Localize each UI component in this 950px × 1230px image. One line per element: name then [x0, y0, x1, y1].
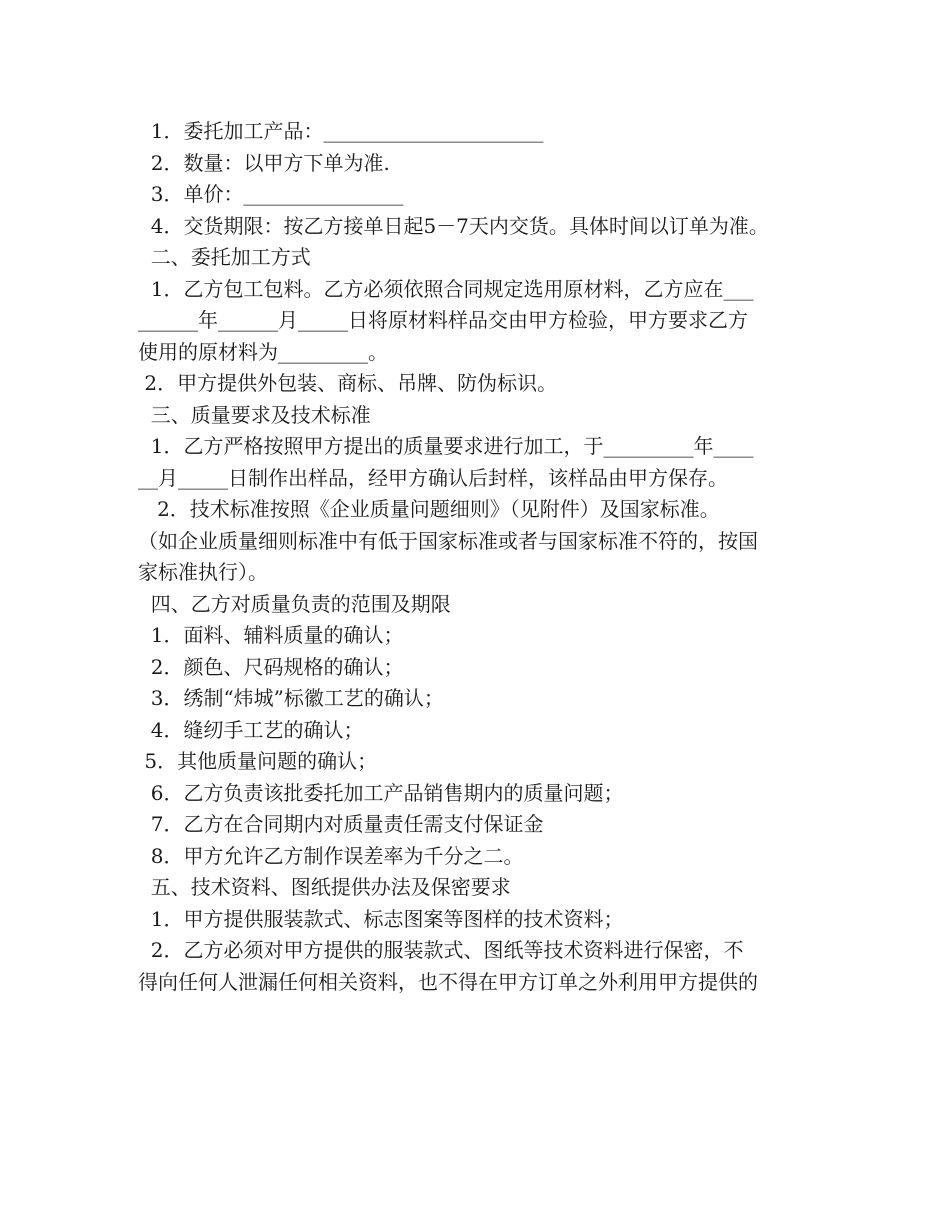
text-line: 7．乙方在合同期内对质量责任需支付保证金 — [138, 812, 544, 836]
text-line-unit-price: 3．单价：________________ — [138, 182, 404, 206]
text-line: ______年______月_____日将原材料样品交由甲方检验，甲方要求乙方 — [138, 308, 748, 332]
text-line: 3．绣制“炜城”标徽工艺的确认； — [138, 686, 444, 710]
text-line: __月_____日制作出样品，经甲方确认后封样，该样品由甲方保存。 — [138, 465, 728, 490]
text-line: 2．乙方必须对甲方提供的服装款式、图纸等技术资料进行保密，不 — [138, 938, 744, 962]
text-line: 6．乙方负责该批委托加工产品销售期内的质量问题； — [138, 780, 624, 805]
text-line: 使用的原材料为_________。 — [138, 339, 388, 364]
section-heading-responsibility: 四、乙方对质量负责的范围及期限 — [138, 591, 451, 616]
text-line: 家标准执行）。 — [138, 560, 268, 584]
text-line: 1．乙方包工包料。乙方必须依照合同规定选用原材料，乙方应在___ — [138, 276, 754, 301]
text-line: 1．甲方提供服装款式、标志图案等图样的技术资料； — [138, 906, 624, 931]
text-line: 1．面料、辅料质量的确认； — [138, 623, 404, 647]
text-line: （如企业质量细则标准中有低于国家标准或者与国家标准不符的，按国 — [138, 528, 758, 553]
text-line: 2．甲方提供外包装、商标、吊牌、防伪标识。 — [138, 371, 558, 395]
document-body — [138, 116, 818, 998]
text-line: 8．甲方允许乙方制作误差率为千分之二。 — [138, 843, 524, 868]
text-line-quantity: 2．数量：以甲方下单为准. — [138, 150, 390, 175]
text-line: 2．颜色、尺码规格的确认； — [138, 654, 404, 679]
text-line: 1．乙方严格按照甲方提出的质量要求进行加工，于_________年____ — [138, 434, 754, 458]
section-heading-quality: 三、质量要求及技术标准 — [138, 402, 371, 427]
text-line: 得向任何人泄漏任何相关资料，也不得在甲方订单之外利用甲方提供的 — [138, 969, 758, 994]
text-line: 4．缝纫手工艺的确认； — [138, 717, 364, 742]
section-heading-technical-data: 五、技术资料、图纸提供办法及保密要求 — [138, 875, 511, 899]
text-line-delivery: 4．交货期限：按乙方接单日起5－7天内交货。具体时间以订单为准。 — [138, 213, 769, 238]
text-line-product: 1．委托加工产品：______________________ — [138, 119, 544, 143]
text-line: 5．其他质量问题的确认； — [138, 749, 378, 773]
text-line: 2．技术标准按照《企业质量问题细则》（见附件）及国家标准。 — [138, 497, 720, 521]
section-heading-processing-method: 二、委托加工方式 — [138, 245, 311, 269]
